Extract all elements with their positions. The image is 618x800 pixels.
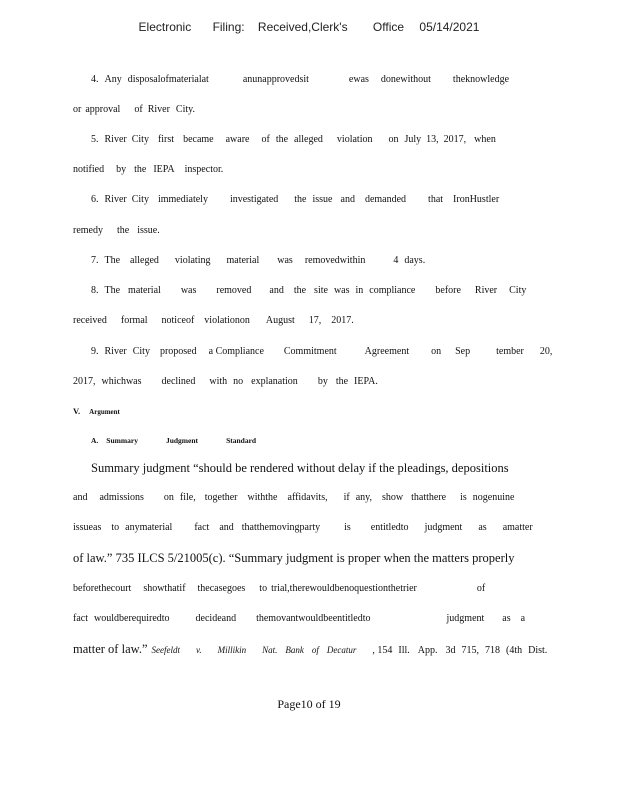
word: (4th [505,645,523,656]
word: anymaterial [125,522,173,533]
word: before [435,285,461,296]
word: on [388,134,399,145]
word: first [157,134,175,145]
word: Bank [285,645,304,655]
word: of [311,645,319,655]
word: whichwas [101,376,142,387]
header-word: Electronic [138,20,192,34]
paragraph-6-line-2 [73,225,160,236]
word: Nat. [262,645,278,655]
word: and [269,285,284,296]
heading-word: V. [73,406,81,416]
word: withthe [247,492,278,503]
word: disposalofmaterialat [127,74,209,85]
word: was [333,285,350,296]
word: violating [174,255,211,266]
word: on [431,346,442,357]
word: City [132,346,150,357]
word: immediately [157,194,208,205]
word: Ill. [398,645,410,656]
word: the [117,225,130,236]
citation-quote-end: matter of law.” [73,642,148,656]
header-date: 05/14/2021 [419,20,480,34]
word: in [355,285,364,296]
body-line-5 [73,583,485,594]
word: nogenuine [472,492,515,503]
word: v. [196,645,202,655]
word: by [116,164,127,175]
word: notified [73,164,105,175]
word: Commitment [283,346,337,357]
word: aware [225,134,250,145]
paragraph-9-line-2 [73,376,378,387]
heading-word: Argument [89,408,120,416]
word: 2017, [443,134,467,145]
word: 9. [91,346,99,357]
word: issueas [73,522,102,533]
word: material [128,285,161,296]
word: 3d [445,645,456,656]
word: fact [73,613,88,624]
word: material [226,255,260,266]
word: IronHustler [453,194,500,205]
word: Agreement [364,346,410,357]
word: anunapprovedsit [242,74,309,85]
paragraph-7-line-1 [91,255,425,266]
word: City [131,194,149,205]
word: 2017, [73,376,96,387]
word: ewas [348,74,369,85]
word: file, [179,492,196,503]
word: as [478,522,487,533]
word: tember [496,346,524,357]
word: IEPA [153,164,175,175]
word: explanation [251,376,298,387]
header-word: Office [372,20,405,34]
word: The [104,285,121,296]
word: and [340,194,355,205]
word: River [147,104,170,115]
word: entitledto [370,522,409,533]
word: thecasegoes [197,583,246,594]
word: 8. [91,285,99,296]
word: a [520,613,526,624]
paragraph-5-line-2 [73,164,223,175]
word: trial,therewouldbenoquestionthetrier [271,583,417,594]
word: of [134,104,143,115]
word: Any [104,74,122,85]
word: 13, [426,134,439,145]
word: City. [175,104,195,115]
word: City [509,285,527,296]
word: City [131,134,149,145]
word: 4. [91,74,99,85]
word: the [134,164,147,175]
word: of [476,583,486,594]
word: decideand [195,613,237,624]
word: was [180,285,197,296]
heading-word: Judgment [165,436,199,445]
paragraph-9-line-1 [91,346,552,357]
word: received [73,315,107,326]
paragraph-6-line-1 [91,194,499,205]
word: themovantwouldbeentitledto [256,613,371,624]
word: issue [312,194,333,205]
word: the [293,285,307,296]
word: noticeof [161,315,195,326]
word: was [277,255,293,266]
word: when [474,134,496,145]
word: beforethecourt [73,583,132,594]
word: violation [336,134,373,145]
word: issue. [137,225,160,236]
word: if [343,492,350,503]
word: Dist. [528,645,548,656]
word: theknowledge [452,74,510,85]
paragraph-4-line-2 [73,104,195,115]
body-line-1: Summary judgment “should be rendered without delay if the pleadings, depositions [91,461,509,475]
word: to [259,583,268,594]
word: thatthere [411,492,447,503]
word: by [317,376,328,387]
word: 715, [461,645,479,656]
heading-word: Standard [226,436,257,445]
word: a Compliance [208,346,264,357]
word: declined [161,376,196,387]
word: no [233,376,244,387]
word: 6. [91,194,99,205]
word: judgment [424,522,463,533]
word: as [502,613,511,624]
word: fact [194,522,210,533]
body-line-7 [73,642,547,657]
word: 2017. [331,315,354,326]
word: the [294,194,307,205]
header-word: Received,Clerk's [257,20,348,34]
word: judgment [446,613,485,624]
word: Sep [455,346,471,357]
word: Millikin [217,645,247,655]
word: wouldberequiredto [94,613,170,624]
word: remedy [73,225,103,236]
word: The [104,255,121,266]
word: the [275,134,289,145]
word: alleged [130,255,159,266]
word: the [335,376,349,387]
word: proposed [159,346,197,357]
word: 718 [484,645,500,656]
word: IEPA. [354,376,378,387]
word: days. [404,255,426,266]
word: 20, [539,346,553,357]
paragraph-4-line-1 [91,74,509,85]
paragraph-8-line-2 [73,315,354,326]
word: removedwithin [304,255,366,266]
word: and [219,522,234,533]
word: thatthemovingparty [241,522,321,533]
word: River [104,194,127,205]
word: any, [355,492,372,503]
word: compliance [369,285,416,296]
word: Decatur [326,645,357,655]
word: together [204,492,238,503]
word: , 154 [372,645,393,656]
word: show [382,492,404,503]
word: that [428,194,444,205]
page-number: Page10 of 19 [277,697,341,711]
word: investigated [229,194,279,205]
filing-header [0,20,618,34]
word: affidavits, [287,492,328,503]
body-line-2 [73,492,514,503]
word: 17, [308,315,322,326]
word: demanded [364,194,407,205]
word: App. [417,645,438,656]
word: amatter [502,522,533,533]
word: River [104,134,127,145]
word: on [163,492,174,503]
word: to [111,522,120,533]
body-line-6 [73,613,525,624]
word: Seefeldt [151,645,180,655]
word: is [460,492,467,503]
word: formal [120,315,148,326]
word: became [183,134,214,145]
paragraph-5-line-1 [91,134,496,145]
word: and [73,492,88,503]
word: with [209,376,228,387]
word: alleged [294,134,323,145]
word: donewithout [380,74,431,85]
word: August [265,315,295,326]
header-word: Filing: [212,20,245,34]
word: or [73,104,82,115]
paragraph-8-line-1 [91,285,526,296]
word: July [404,134,422,145]
word: River [474,285,498,296]
body-line-3 [73,522,533,533]
word: 7. [91,255,99,266]
word: 4 [393,255,399,266]
word: 5. [91,134,99,145]
word: removed [216,285,252,296]
body-line-4: of law.” 735 ILCS 5/21005(c). “Summary judgment is proper when the matters properly [73,551,515,565]
word: of [261,134,270,145]
subsection-heading [91,436,256,445]
heading-word: A. [91,436,99,445]
word: site [314,285,328,296]
word: inspector. [184,164,224,175]
section-heading [73,406,120,416]
heading-word: Summary [106,436,138,445]
word: showthatif [143,583,186,594]
word: violationon [204,315,250,326]
word: River [104,346,127,357]
word: admissions [99,492,144,503]
word: approval [85,104,121,115]
word: is [344,522,351,533]
